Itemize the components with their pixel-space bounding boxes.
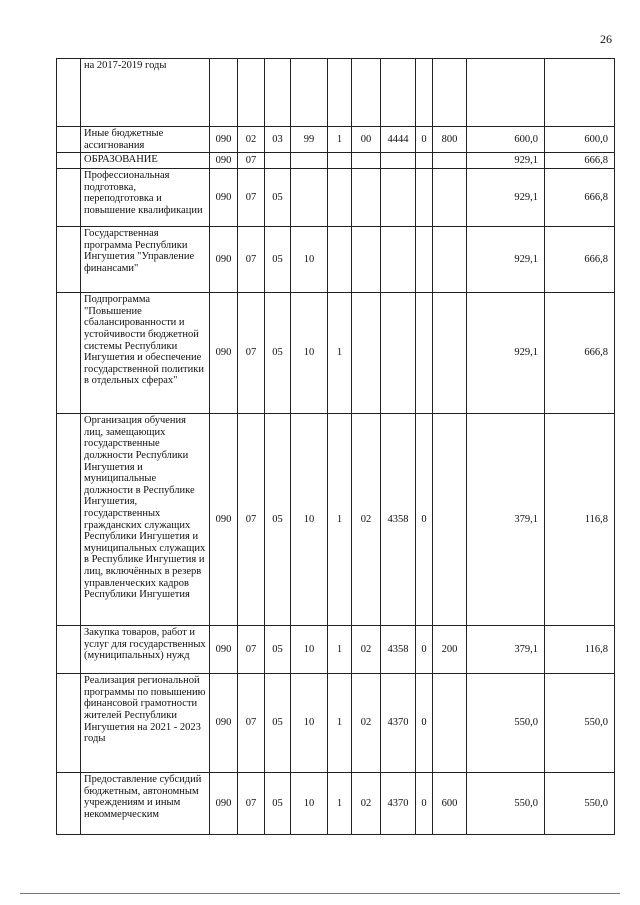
row-blank-cell: [57, 293, 81, 414]
code-gr-cell: 090: [210, 414, 238, 626]
code-3-cell: [352, 59, 381, 127]
amount-1-cell: 550,0: [467, 773, 545, 835]
row-blank-cell: [57, 674, 81, 773]
code-vr-cell: [433, 674, 467, 773]
code-vr-cell: [433, 153, 467, 169]
code-2-cell: 1: [328, 414, 352, 626]
code-4-cell: 4370: [381, 674, 416, 773]
amount-1-cell: 600,0: [467, 127, 545, 153]
budget-table: [56, 58, 615, 835]
code-4-cell: 4358: [381, 414, 416, 626]
code-2-cell: [328, 59, 352, 127]
code-gr-cell: 090: [210, 293, 238, 414]
code-2-cell: 1: [328, 773, 352, 835]
code-3-cell: 02: [352, 626, 381, 674]
code-pr-cell: 05: [265, 169, 291, 227]
amount-2-cell: 550,0: [545, 773, 615, 835]
row-blank-cell: [57, 227, 81, 293]
code-1-cell: 10: [291, 293, 328, 414]
code-5-cell: 0: [416, 674, 433, 773]
code-gr-cell: 090: [210, 127, 238, 153]
code-5-cell: 0: [416, 414, 433, 626]
row-blank-cell: [57, 153, 81, 169]
code-gr-cell: 090: [210, 227, 238, 293]
table-row: [57, 227, 615, 293]
code-3-cell: 02: [352, 773, 381, 835]
code-4-cell: [381, 153, 416, 169]
code-gr-cell: 090: [210, 626, 238, 674]
amount-1-cell: [467, 59, 545, 127]
code-5-cell: [416, 59, 433, 127]
code-pr-cell: 05: [265, 674, 291, 773]
code-rz-cell: 07: [238, 626, 265, 674]
code-1-cell: 10: [291, 674, 328, 773]
code-1-cell: 10: [291, 227, 328, 293]
code-2-cell: [328, 227, 352, 293]
table-row: [57, 153, 615, 169]
code-vr-cell: [433, 227, 467, 293]
row-blank-cell: [57, 59, 81, 127]
table-row: [57, 169, 615, 227]
table-row: [57, 674, 615, 773]
amount-1-cell: 379,1: [467, 626, 545, 674]
code-4-cell: [381, 227, 416, 293]
row-blank-cell: [57, 626, 81, 674]
row-blank-cell: [57, 414, 81, 626]
code-pr-cell: 05: [265, 227, 291, 293]
code-3-cell: [352, 169, 381, 227]
code-5-cell: [416, 169, 433, 227]
code-pr-cell: [265, 59, 291, 127]
code-vr-cell: [433, 414, 467, 626]
amount-1-cell: 379,1: [467, 414, 545, 626]
code-1-cell: 10: [291, 773, 328, 835]
code-1-cell: 99: [291, 127, 328, 153]
row-blank-cell: [57, 169, 81, 227]
code-5-cell: 0: [416, 127, 433, 153]
code-vr-cell: 800: [433, 127, 467, 153]
code-gr-cell: 090: [210, 773, 238, 835]
name-cell: Подпрограмма "Повышение сбалансированности и устойчивости бюджетной системы Республики Ингушетия и обеспечение государственной политики в отдельных сферах": [81, 293, 210, 414]
code-vr-cell: [433, 293, 467, 414]
table-row: [57, 773, 615, 835]
row-blank-cell: [57, 773, 81, 835]
row-blank-cell: [57, 127, 81, 153]
code-4-cell: 4444: [381, 127, 416, 153]
code-rz-cell: 07: [238, 414, 265, 626]
code-2-cell: [328, 153, 352, 169]
table-row: [57, 293, 615, 414]
amount-1-cell: 929,1: [467, 153, 545, 169]
code-pr-cell: 05: [265, 773, 291, 835]
code-vr-cell: 600: [433, 773, 467, 835]
code-1-cell: [291, 153, 328, 169]
amount-2-cell: 666,8: [545, 293, 615, 414]
code-vr-cell: 200: [433, 626, 467, 674]
table-row: [57, 626, 615, 674]
table-row: [57, 59, 615, 127]
code-1-cell: [291, 59, 328, 127]
name-cell: Государственная программа Республики Ингушетия "Управление финансами": [81, 227, 210, 293]
amount-2-cell: 116,8: [545, 626, 615, 674]
amount-1-cell: 929,1: [467, 227, 545, 293]
code-gr-cell: [210, 59, 238, 127]
amount-2-cell: 550,0: [545, 674, 615, 773]
code-2-cell: 1: [328, 293, 352, 414]
code-pr-cell: 05: [265, 626, 291, 674]
code-4-cell: [381, 293, 416, 414]
code-3-cell: [352, 293, 381, 414]
amount-1-cell: 550,0: [467, 674, 545, 773]
code-gr-cell: 090: [210, 674, 238, 773]
code-5-cell: 0: [416, 773, 433, 835]
code-5-cell: [416, 227, 433, 293]
name-cell: Предоставление субсидий бюджетным, автономным учреждениям и иным некоммерческим: [81, 773, 210, 835]
amount-2-cell: 666,8: [545, 153, 615, 169]
code-1-cell: 10: [291, 626, 328, 674]
code-rz-cell: 07: [238, 227, 265, 293]
code-rz-cell: 07: [238, 169, 265, 227]
amount-2-cell: [545, 59, 615, 127]
code-pr-cell: 05: [265, 293, 291, 414]
code-3-cell: [352, 153, 381, 169]
code-pr-cell: 05: [265, 414, 291, 626]
amount-1-cell: 929,1: [467, 293, 545, 414]
code-3-cell: [352, 227, 381, 293]
code-gr-cell: 090: [210, 169, 238, 227]
name-cell: ОБРАЗОВАНИЕ: [81, 153, 210, 169]
code-3-cell: 00: [352, 127, 381, 153]
code-3-cell: 02: [352, 674, 381, 773]
name-cell: Организация обучения лиц, замещающих государственные должности Республики Ингушетия и муниципальные должности в Республике Ингушетия, государственных гражданских служащих Республики Ингушетия и муниципальных служащих в Республике Ингушетия и лиц, включённых в резерв управленческих кадров Республики Ингушетия: [81, 414, 210, 626]
code-1-cell: [291, 169, 328, 227]
code-rz-cell: [238, 59, 265, 127]
name-cell: на 2017-2019 годы: [81, 59, 210, 127]
amount-1-cell: 929,1: [467, 169, 545, 227]
scan-bottom-edge: [20, 893, 620, 897]
code-3-cell: 02: [352, 414, 381, 626]
code-4-cell: 4370: [381, 773, 416, 835]
code-2-cell: [328, 169, 352, 227]
code-5-cell: 0: [416, 626, 433, 674]
amount-2-cell: 666,8: [545, 169, 615, 227]
code-vr-cell: [433, 169, 467, 227]
code-pr-cell: [265, 153, 291, 169]
name-cell: Реализация региональной программы по повышению финансовой грамотности жителей Республики Ингушетия на 2021 - 2023 годы: [81, 674, 210, 773]
name-cell: Иные бюджетные ассигнования: [81, 127, 210, 153]
code-4-cell: 4358: [381, 626, 416, 674]
code-rz-cell: 07: [238, 153, 265, 169]
code-rz-cell: 07: [238, 773, 265, 835]
page-number: 26: [600, 32, 612, 46]
code-rz-cell: 02: [238, 127, 265, 153]
amount-2-cell: 666,8: [545, 227, 615, 293]
code-rz-cell: 07: [238, 674, 265, 773]
name-cell: Профессиональная подготовка, переподготовка и повышение квалификации: [81, 169, 210, 227]
code-4-cell: [381, 59, 416, 127]
code-pr-cell: 03: [265, 127, 291, 153]
amount-2-cell: 600,0: [545, 127, 615, 153]
code-vr-cell: [433, 59, 467, 127]
code-rz-cell: 07: [238, 293, 265, 414]
amount-2-cell: 116,8: [545, 414, 615, 626]
code-2-cell: 1: [328, 674, 352, 773]
name-cell: Закупка товаров, работ и услуг для государственных (муниципальных) нужд: [81, 626, 210, 674]
code-gr-cell: 090: [210, 153, 238, 169]
code-5-cell: [416, 293, 433, 414]
code-2-cell: 1: [328, 626, 352, 674]
code-1-cell: 10: [291, 414, 328, 626]
table-row: [57, 127, 615, 153]
table-row: [57, 414, 615, 626]
code-5-cell: [416, 153, 433, 169]
code-2-cell: 1: [328, 127, 352, 153]
code-4-cell: [381, 169, 416, 227]
